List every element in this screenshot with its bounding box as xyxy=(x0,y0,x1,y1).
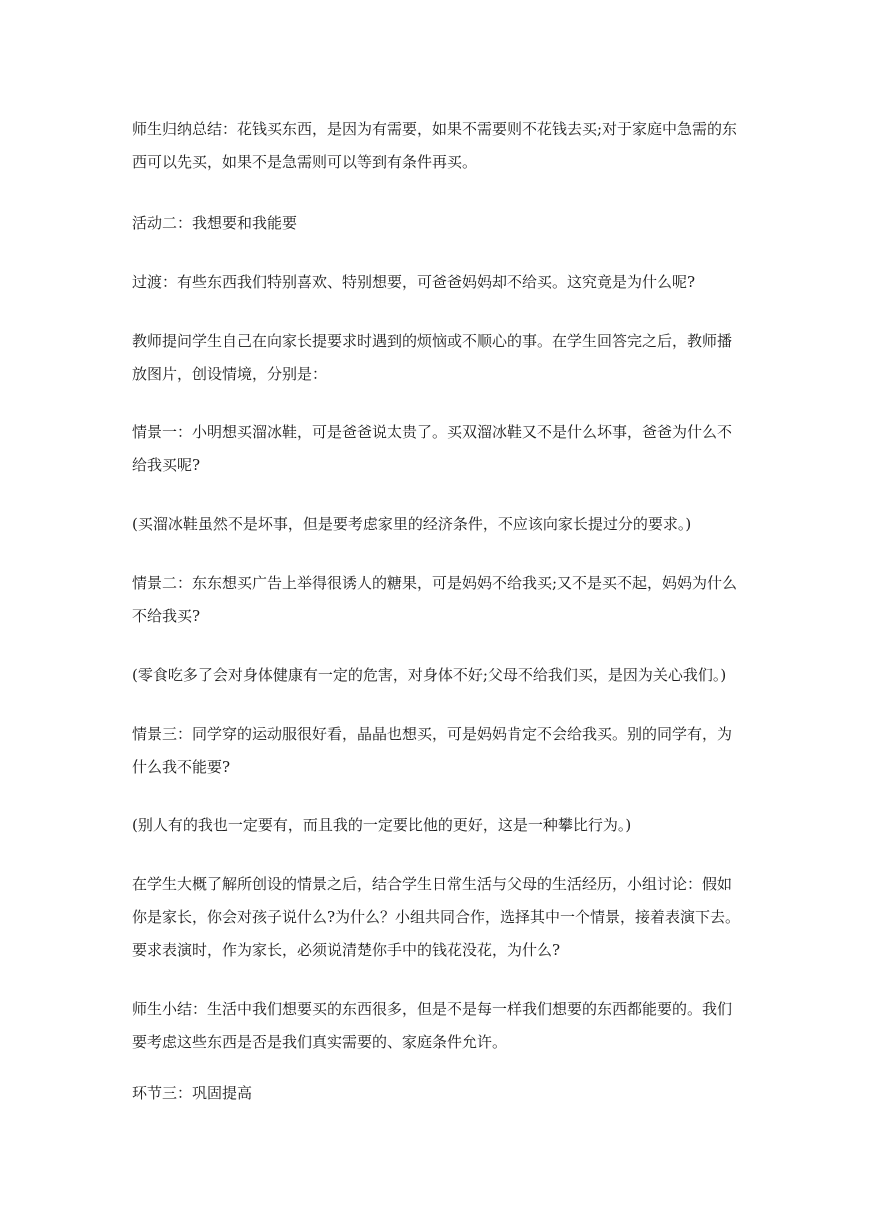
paragraph-summary-1: 师生归纳总结：花钱买东西，是因为有需要，如果不需要则不花钱去买;对于家庭中急需的东西可以先买，如果不是急需则可以等到有条件再买。 xyxy=(132,120,738,171)
paragraph-scenario-1: 情景一：小明想买溜冰鞋，可是爸爸说太贵了。买双溜冰鞋又不是什么坏事，爸爸为什么不给我买呢? xyxy=(132,423,733,474)
heading-section-3: 环节三：巩固提高 xyxy=(132,1084,253,1102)
paragraph-scenario-2-answer: (零食吃多了会对身体健康有一定的危害，对身体不好;父母不给我们买，是因为关心我们。) xyxy=(132,666,727,684)
paragraph-scenario-3: 情景三：同学穿的运动服很好看，晶晶也想买，可是妈妈肯定不会给我买。别的同学有，为什么我不能要? xyxy=(132,725,733,776)
paragraph-transition: 过渡：有些东西我们特别喜欢、特别想要，可爸爸妈妈却不给买。这究竟是为什么呢? xyxy=(132,273,696,291)
paragraph-scenario-2: 情景二：东东想买广告上举得很诱人的糖果，可是妈妈不给我买;又不是买不起，妈妈为什么不给我买? xyxy=(132,574,738,625)
paragraph-teacher-question: 教师提问学生自己在向家长提要求时遇到的烦恼或不顺心的事。在学生回答完之后，教师播放图片，创设情境，分别是： xyxy=(132,332,733,383)
paragraph-group-discussion: 在学生大概了解所创设的情景之后，结合学生日常生活与父母的生活经历，小组讨论：假如你是家长，你会对孩子说什么?为什么？小组共同合作，选择其中一个情景，接着表演下去。要求表演时，作为家长，必须说清楚你手中的钱花没花，为什么? xyxy=(132,875,741,959)
paragraph-scenario-3-answer: (别人有的我也一定要有，而且我的一定要比他的更好，这是一种攀比行为。) xyxy=(132,816,632,834)
paragraph-scenario-1-answer: (买溜冰鞋虽然不是坏事，但是要考虑家里的经济条件，不应该向家长提过分的要求。) xyxy=(132,515,692,533)
heading-activity-2: 活动二：我想要和我能要 xyxy=(132,214,298,232)
paragraph-summary-2: 师生小结：生活中我们想要买的东西很多，但是不是每一样我们想要的东西都能要的。我们要考虑这些东西是否是我们真实需要的、家庭条件允许。 xyxy=(132,1000,733,1051)
